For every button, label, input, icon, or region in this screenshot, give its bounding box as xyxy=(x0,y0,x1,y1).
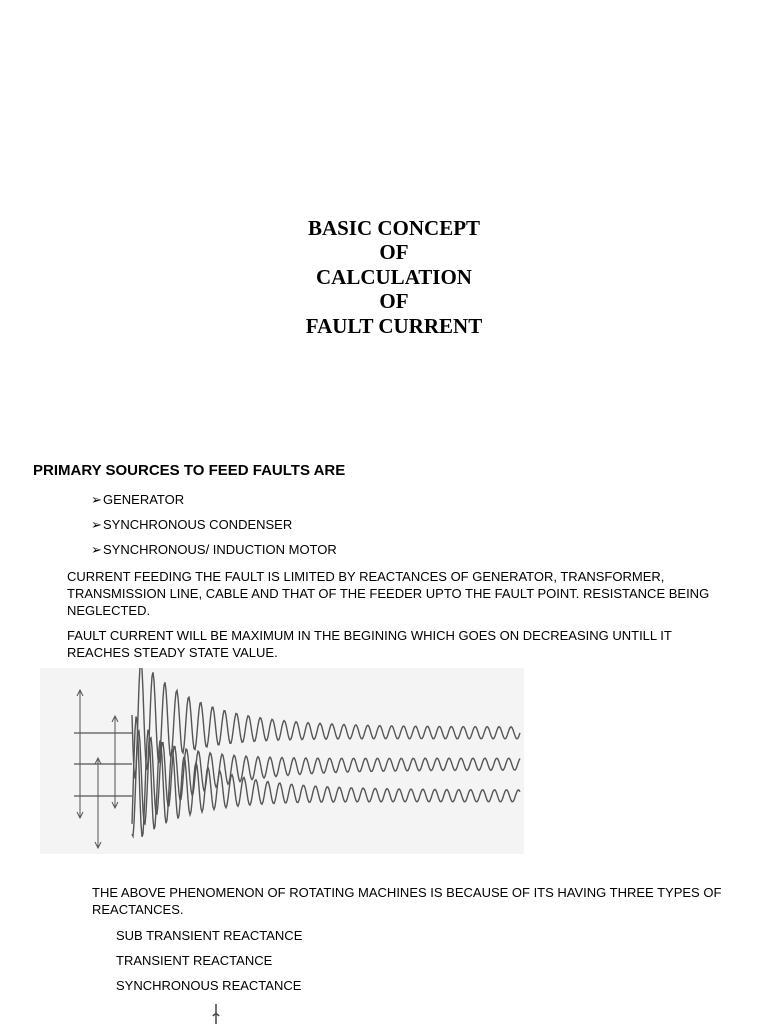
arrow-bullet-icon: ➢ xyxy=(91,542,102,557)
arrow-bullet-icon: ➢ xyxy=(91,517,102,532)
list-item xyxy=(91,541,337,566)
waveform-trace xyxy=(132,668,520,779)
list-item: SYNCHRONOUS REACTANCE xyxy=(116,978,302,993)
list-item xyxy=(91,516,337,541)
reactance-list xyxy=(116,927,302,1002)
title-line: FAULT CURRENT xyxy=(305,313,483,338)
paragraph-reactance-intro: THE ABOVE PHENOMENON OF ROTATING MACHINES IS BECAUSE OF ITS HAVING THREE TYPES OF REACTANCES. xyxy=(92,885,722,917)
cropped-figure-fragment xyxy=(206,1002,226,1024)
dimension-arrow xyxy=(112,716,118,808)
title-line: CALCULATION xyxy=(316,264,472,289)
arrow-bullet-icon: ➢ xyxy=(91,492,102,507)
list-item-label: GENERATOR xyxy=(103,492,185,507)
dimension-arrow xyxy=(77,690,83,818)
title-line: BASIC CONCEPT xyxy=(307,216,481,240)
list-item: SUB TRANSIENT REACTANCE xyxy=(116,928,303,943)
fault-current-waveform-figure xyxy=(40,668,524,854)
list-item xyxy=(91,491,337,516)
list-item: TRANSIENT REACTANCE xyxy=(116,953,273,968)
document-title xyxy=(0,216,768,338)
waveform-trace xyxy=(132,731,520,836)
title-line: OF xyxy=(379,240,409,265)
waveform-image xyxy=(40,668,524,854)
paragraph-reactance-limit: CURRENT FEEDING THE FAULT IS LIMITED BY REACTANCES OF GENERATOR, TRANSFORMER, TRANSMISSION LINE, CABLE AND THAT OF THE FEEDER UPTO THE FAULT POINT. RESISTANCE BEING NEGLECTED. xyxy=(67,569,710,618)
sources-heading: PRIMARY SOURCES TO FEED FAULTS ARE xyxy=(33,462,346,479)
list-item-label: SYNCHRONOUS/ INDUCTION MOTOR xyxy=(103,542,337,557)
list-item-label: SYNCHRONOUS CONDENSER xyxy=(103,517,293,532)
sources-list xyxy=(91,491,337,566)
paragraph-fault-decay: FAULT CURRENT WILL BE MAXIMUM IN THE BEGINING WHICH GOES ON DECREASING UNTILL IT REACHES STEADY STATE VALUE. xyxy=(67,628,672,660)
dimension-arrow xyxy=(95,758,101,848)
title-line: OF xyxy=(379,289,409,314)
